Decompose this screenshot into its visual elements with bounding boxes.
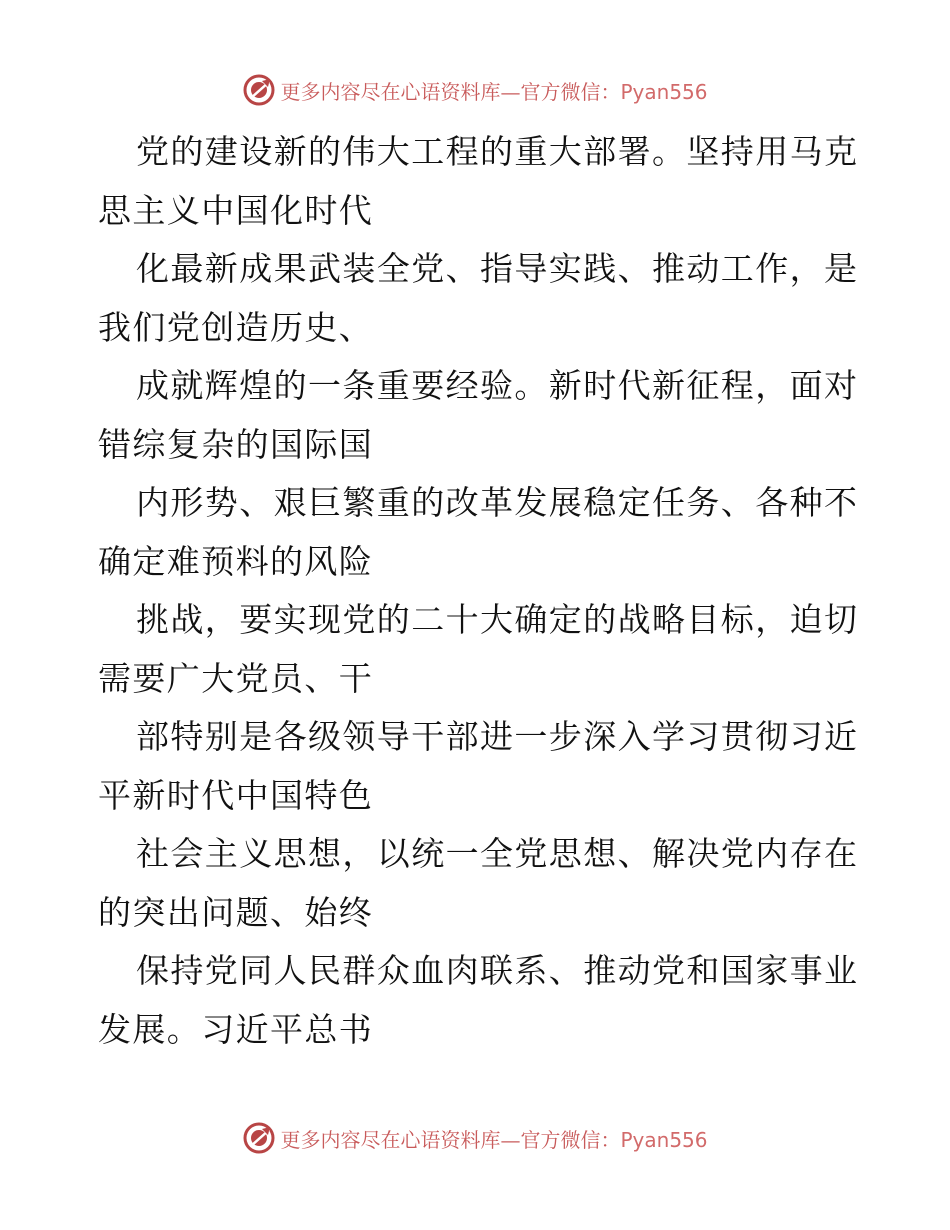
paragraph-line: 成就辉煌的一条重要经验。新时代新征程，面对 [136, 366, 859, 405]
paragraph-line: 保持党同人民群众血肉联系、推动党和国家事业 [136, 951, 859, 990]
paragraph [98, 708, 858, 825]
paragraph-line: 党的建设新的伟大工程的重大部署。坚持用马克 [136, 132, 859, 171]
header-label: 更多内容尽在心语资料库—官方微信： [280, 79, 621, 104]
seal-logo-icon [242, 73, 276, 107]
footer-text [280, 1124, 707, 1153]
paragraph [98, 942, 858, 1059]
paragraph-line: 错综复杂的国际国 [98, 424, 374, 464]
paragraph-line: 我们党创造历史、 [98, 307, 374, 347]
paragraph-line: 部特别是各级领导干部进一步深入学习贯彻习近 [136, 717, 859, 756]
paragraph-line: 思主义中国化时代 [98, 190, 374, 230]
paragraph-line: 社会主义思想，以统一全党思想、解决党内存在 [136, 834, 859, 873]
header-banner [0, 70, 950, 110]
paragraph-line: 平新时代中国特色 [98, 775, 374, 815]
paragraph-line: 发展。习近平总书 [98, 1009, 374, 1049]
paragraph [98, 357, 858, 474]
header-wechat-id: Pyan556 [620, 79, 708, 104]
paragraph-line: 确定难预料的风险 [98, 541, 374, 581]
paragraph [98, 474, 858, 591]
paragraph-line: 内形势、艰巨繁重的改革发展稳定任务、各种不 [136, 483, 859, 522]
paragraph [98, 825, 858, 942]
paragraph-line: 挑战，要实现党的二十大确定的战略目标，迫切 [136, 600, 859, 639]
paragraph [98, 123, 858, 240]
paragraph-line: 化最新成果武装全党、指导实践、推动工作，是 [136, 249, 859, 288]
footer-banner [0, 1118, 950, 1158]
seal-logo-icon [242, 1121, 276, 1155]
document-body [98, 123, 858, 1059]
paragraph-line: 的突出问题、始终 [98, 892, 374, 932]
paragraph-line: 需要广大党员、干 [98, 658, 374, 698]
paragraph [98, 591, 858, 708]
header-text [280, 76, 707, 105]
footer-label: 更多内容尽在心语资料库—官方微信： [280, 1127, 621, 1152]
paragraph [98, 240, 858, 357]
footer-wechat-id: Pyan556 [620, 1127, 708, 1152]
